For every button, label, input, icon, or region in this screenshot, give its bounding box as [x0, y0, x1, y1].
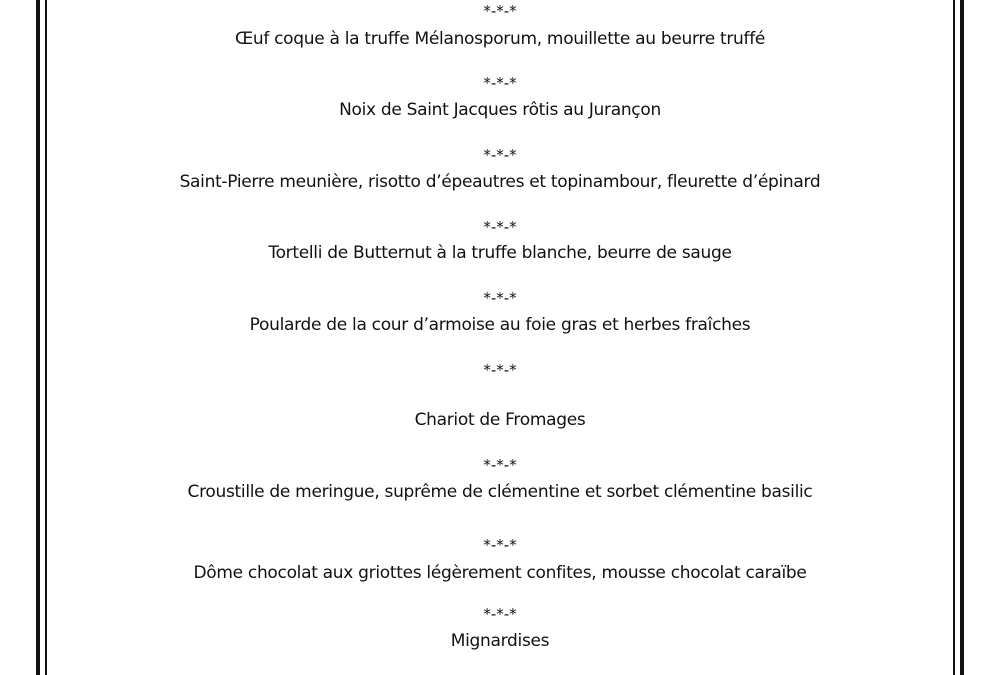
separator: *-*-* [483, 146, 517, 164]
course-item: Tortelli de Butternut à la truffe blanche, beurre de sauge [268, 243, 732, 263]
separator: *-*-* [483, 74, 517, 92]
separator: *-*-* [483, 289, 517, 307]
course-item: Dôme chocolat aux griottes légèrement confites, mousse chocolat caraïbe [193, 563, 807, 583]
course-item: Noix de Saint Jacques rôtis au Jurançon [339, 100, 661, 120]
separator: *-*-* [483, 456, 517, 474]
course-item: Œuf coque à la truffe Mélanosporum, mouillette au beurre truffé [234, 29, 766, 49]
separator: *-*-* [483, 361, 517, 379]
separator: *-*-* [483, 536, 517, 554]
separator: *-*-* [483, 2, 517, 20]
course-item: Chariot de Fromages [414, 410, 586, 430]
course-item: Mignardises [450, 631, 550, 651]
separator: *-*-* [483, 605, 517, 623]
separator: *-*-* [483, 218, 517, 236]
course-item: Poularde de la cour d’armoise au foie gras et herbes fraîches [249, 315, 751, 335]
course-item: Saint-Pierre meunière, risotto d’épeautres et topinambour, fleurette d’épinard [179, 172, 821, 192]
course-item: Croustille de meringue, suprême de clémentine et sorbet clémentine basilic [187, 482, 813, 502]
